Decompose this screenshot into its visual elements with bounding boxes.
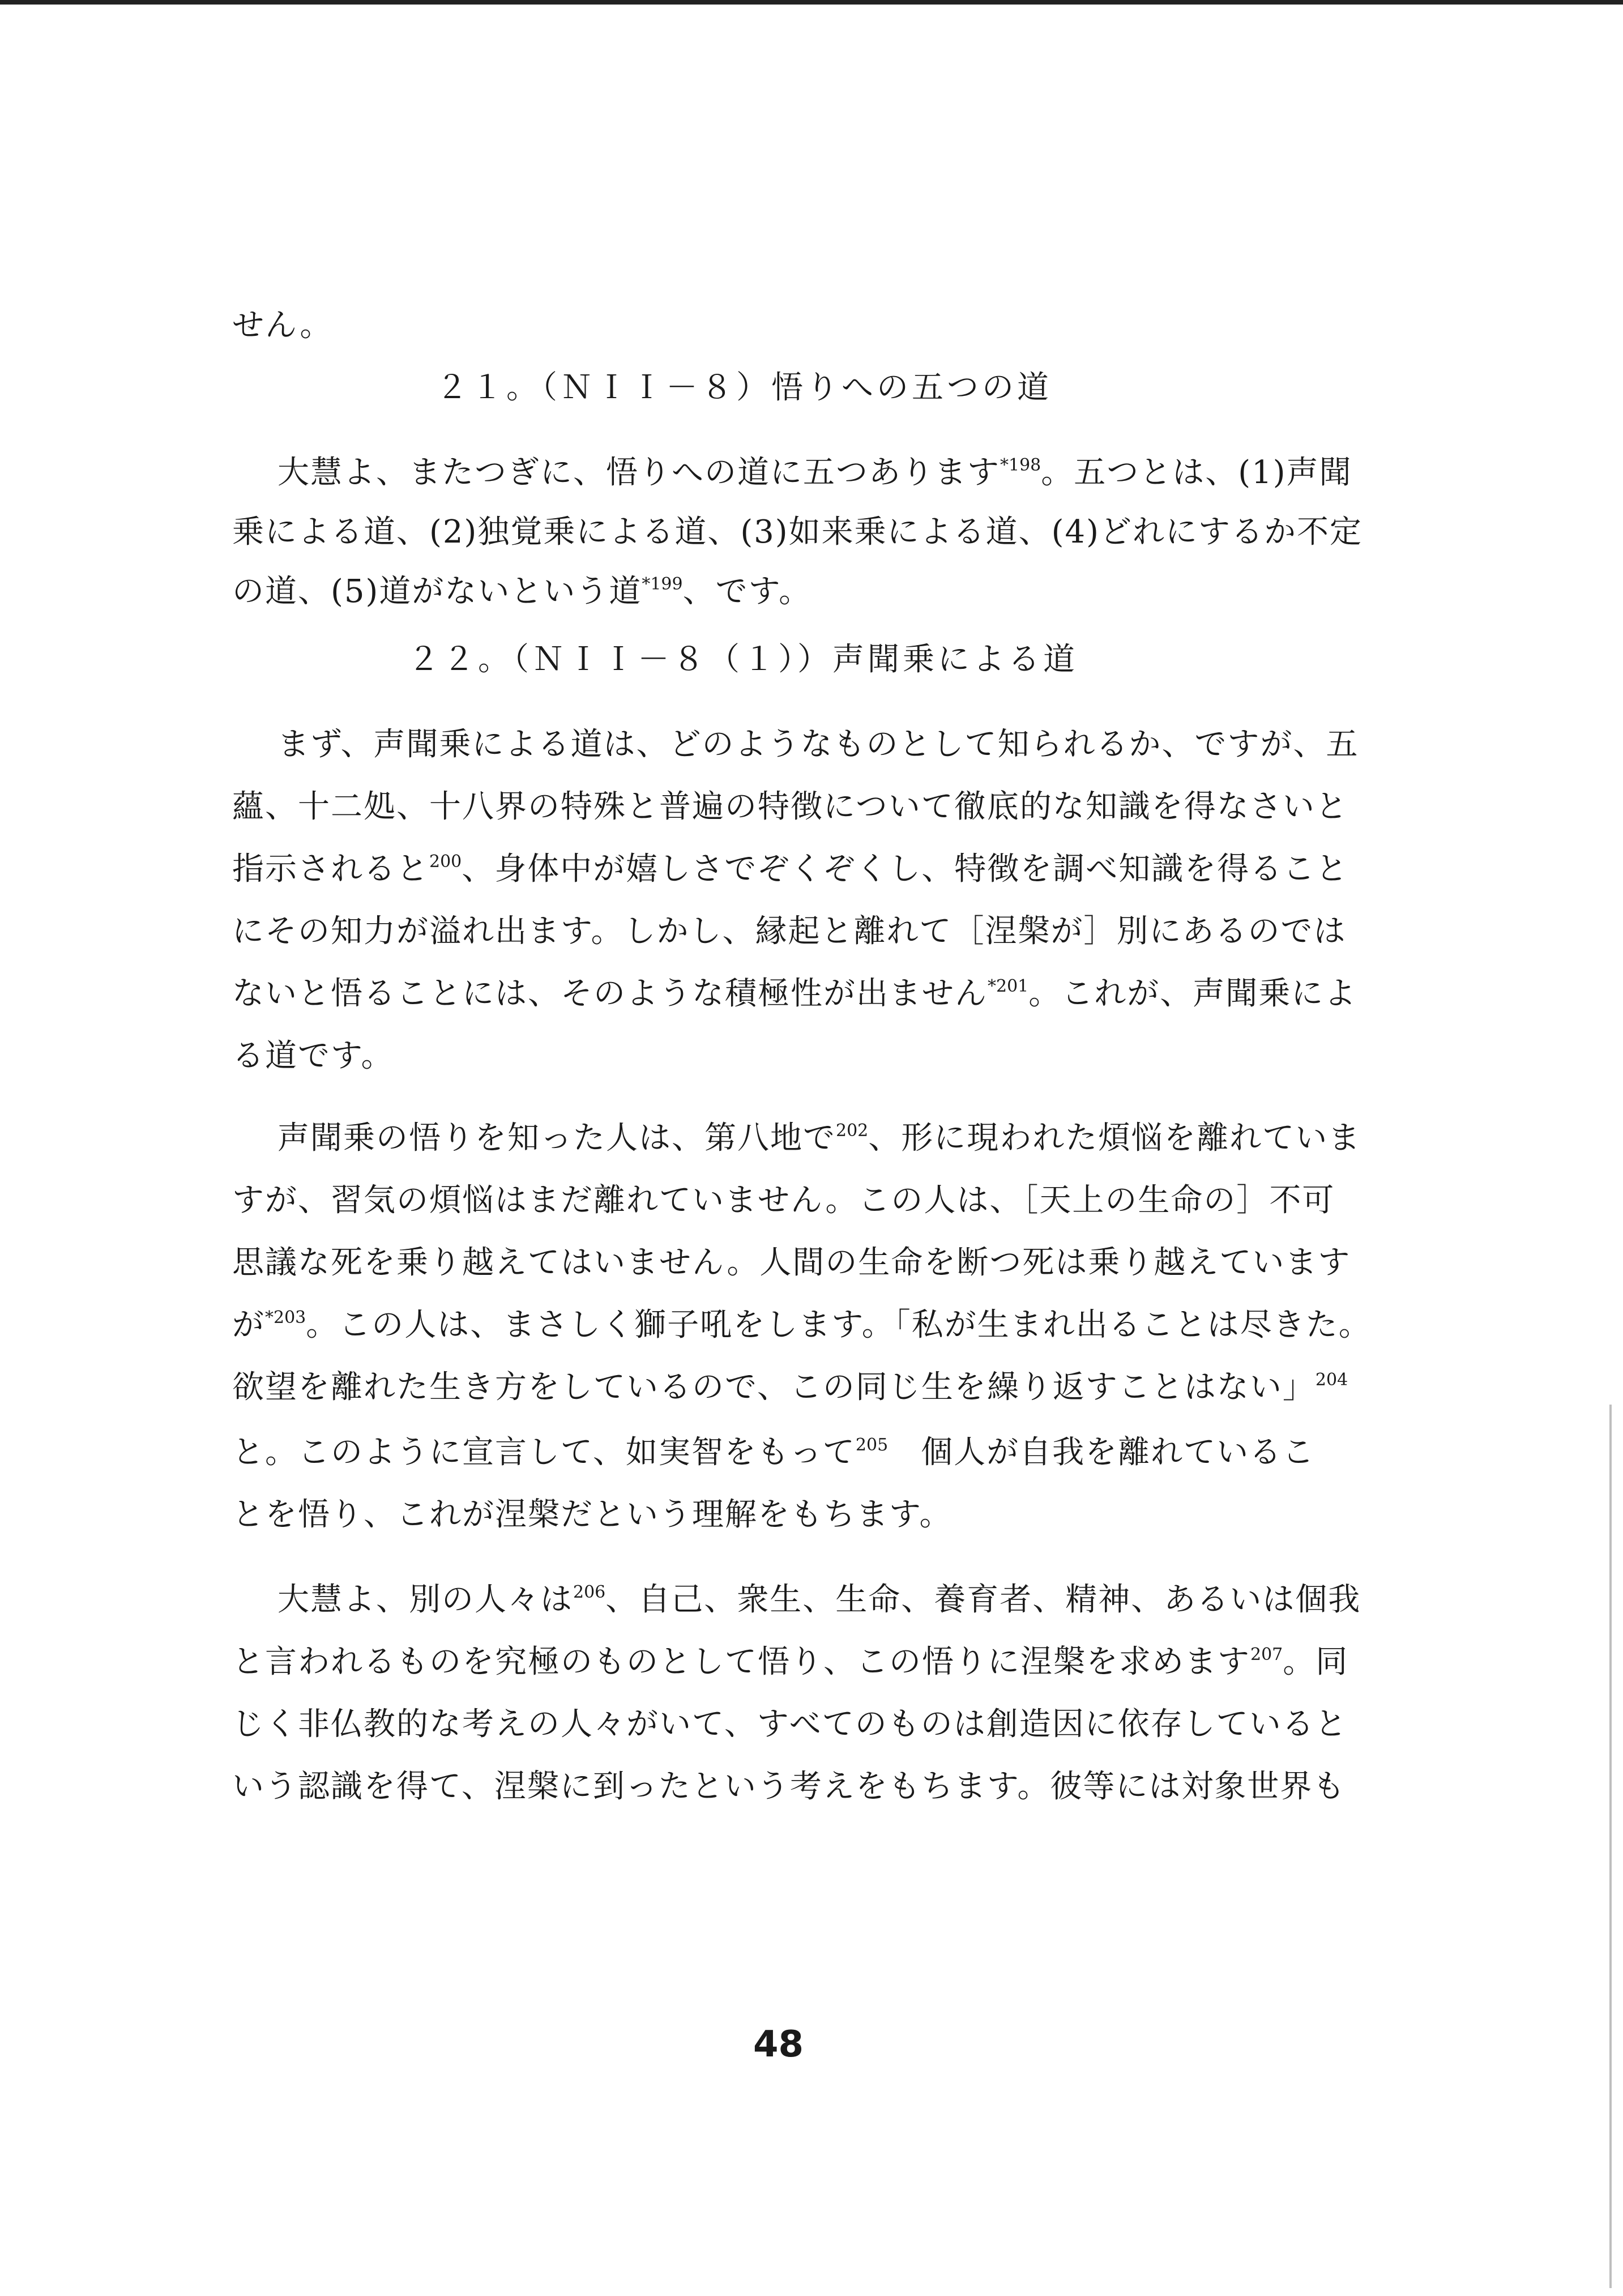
s21-line-1: 大慧よ、またつぎに、悟りへの道に五つあります$^{*198}$。五つとは、(1)声聞 — [277, 454, 1352, 491]
footnote-ref: *201 — [988, 976, 1029, 996]
s22-p3-line-4: いう認識を得て、涅槃に到ったという考えをもちます。彼等には対象世界も — [232, 1768, 1346, 1805]
s22-p3-line-3: じく非仏教的な考えの人々がいて、すべてのものは創造因に依存していると — [232, 1706, 1348, 1743]
footnote-ref: *203 — [265, 1308, 306, 1328]
section-22-heading: ２２。（ＮＩＩ－８（１））声聞乗による道 — [408, 641, 1078, 678]
s22-p2-line-2: すが、習気の煩悩はまだ離れていません。この人は、［天上の生命の］不可 — [232, 1182, 1335, 1219]
s21-line-3: の道、(5)道がないという道$^{*199}$、です。 — [232, 573, 812, 610]
footnote-ref: 200 — [429, 852, 462, 872]
footnote-ref: 206 — [573, 1582, 606, 1602]
s22-p2-line-1: 声聞乗の悟りを知った人は、第八地で$^{202}$、形に現われた煩悩を離れていま — [277, 1120, 1361, 1156]
s22-p1-line-6: る道です。 — [232, 1038, 394, 1074]
s22-p1-line-2: 蘊、十二処、十八界の特殊と普遍の特徴について徹底的な知識を得なさいと — [232, 788, 1348, 825]
footnote-ref: *198 — [1000, 455, 1041, 475]
s22-p2-line-6: と。このように宣言して、如実智をもって$^{205}$ 個人が自我を離れているこ — [232, 1434, 1316, 1471]
top-border — [0, 0, 1623, 5]
s21-line-2: 乗による道、(2)独覚乗による道、(3)如来乗による道、(4)どれにするか不定 — [232, 514, 1363, 550]
s22-p1-line-1: まず、声聞乗による道は、どのようなものとして知られるか、ですが、五 — [277, 726, 1359, 763]
s22-p2-line-4: が$^{*203}$。この人は、まさしく獅子吼をします。「私が生まれ出ることは尽きた。 — [232, 1307, 1372, 1343]
page-number: 48 — [753, 2024, 804, 2065]
opening-line: せん。 — [232, 307, 333, 344]
section-21-heading: ２１。（ＮＩＩ－８）悟りへの五つの道 — [436, 369, 1052, 406]
s22-p2-line-5: 欲望を離れた生き方をしているので、この同じ生を繰り返すことはない」$^{204}$ — [232, 1369, 1348, 1406]
s22-p3-line-1: 大慧よ、別の人々は$^{206}$、自己、衆生、生命、養育者、精神、あるいは個我 — [277, 1581, 1361, 1618]
s22-p2-line-7: とを悟り、これが涅槃だという理解をもちます。 — [232, 1496, 953, 1533]
footnote-ref: 205 — [855, 1435, 889, 1455]
footnote-ref: 207 — [1250, 1645, 1283, 1665]
s22-p1-line-4: にその知力が溢れ出ます。しかし、縁起と離れて［涅槃が］別にあるのでは — [232, 913, 1347, 950]
scan-edge-mark — [1609, 1405, 1612, 2288]
footnote-ref: 204 — [1315, 1370, 1348, 1390]
s22-p2-line-3: 思議な死を乗り越えてはいません。人間の生命を断つ死は乗り越えています — [232, 1244, 1351, 1281]
s22-p1-line-5: ないと悟ることには、そのような積極性が出ません$^{*201}$。これが、声聞乗によ — [232, 975, 1357, 1012]
footnote-ref: 202 — [836, 1121, 869, 1141]
s22-p3-line-2: と言われるものを究極のものとして悟り、この悟りに涅槃を求めます$^{207}$。同 — [232, 1644, 1349, 1680]
footnote-ref: *199 — [642, 574, 683, 594]
s22-p1-line-3: 指示されると$^{200}$、身体中が嬉しさでぞくぞくし、特徴を調べ知識を得ること — [232, 851, 1349, 887]
